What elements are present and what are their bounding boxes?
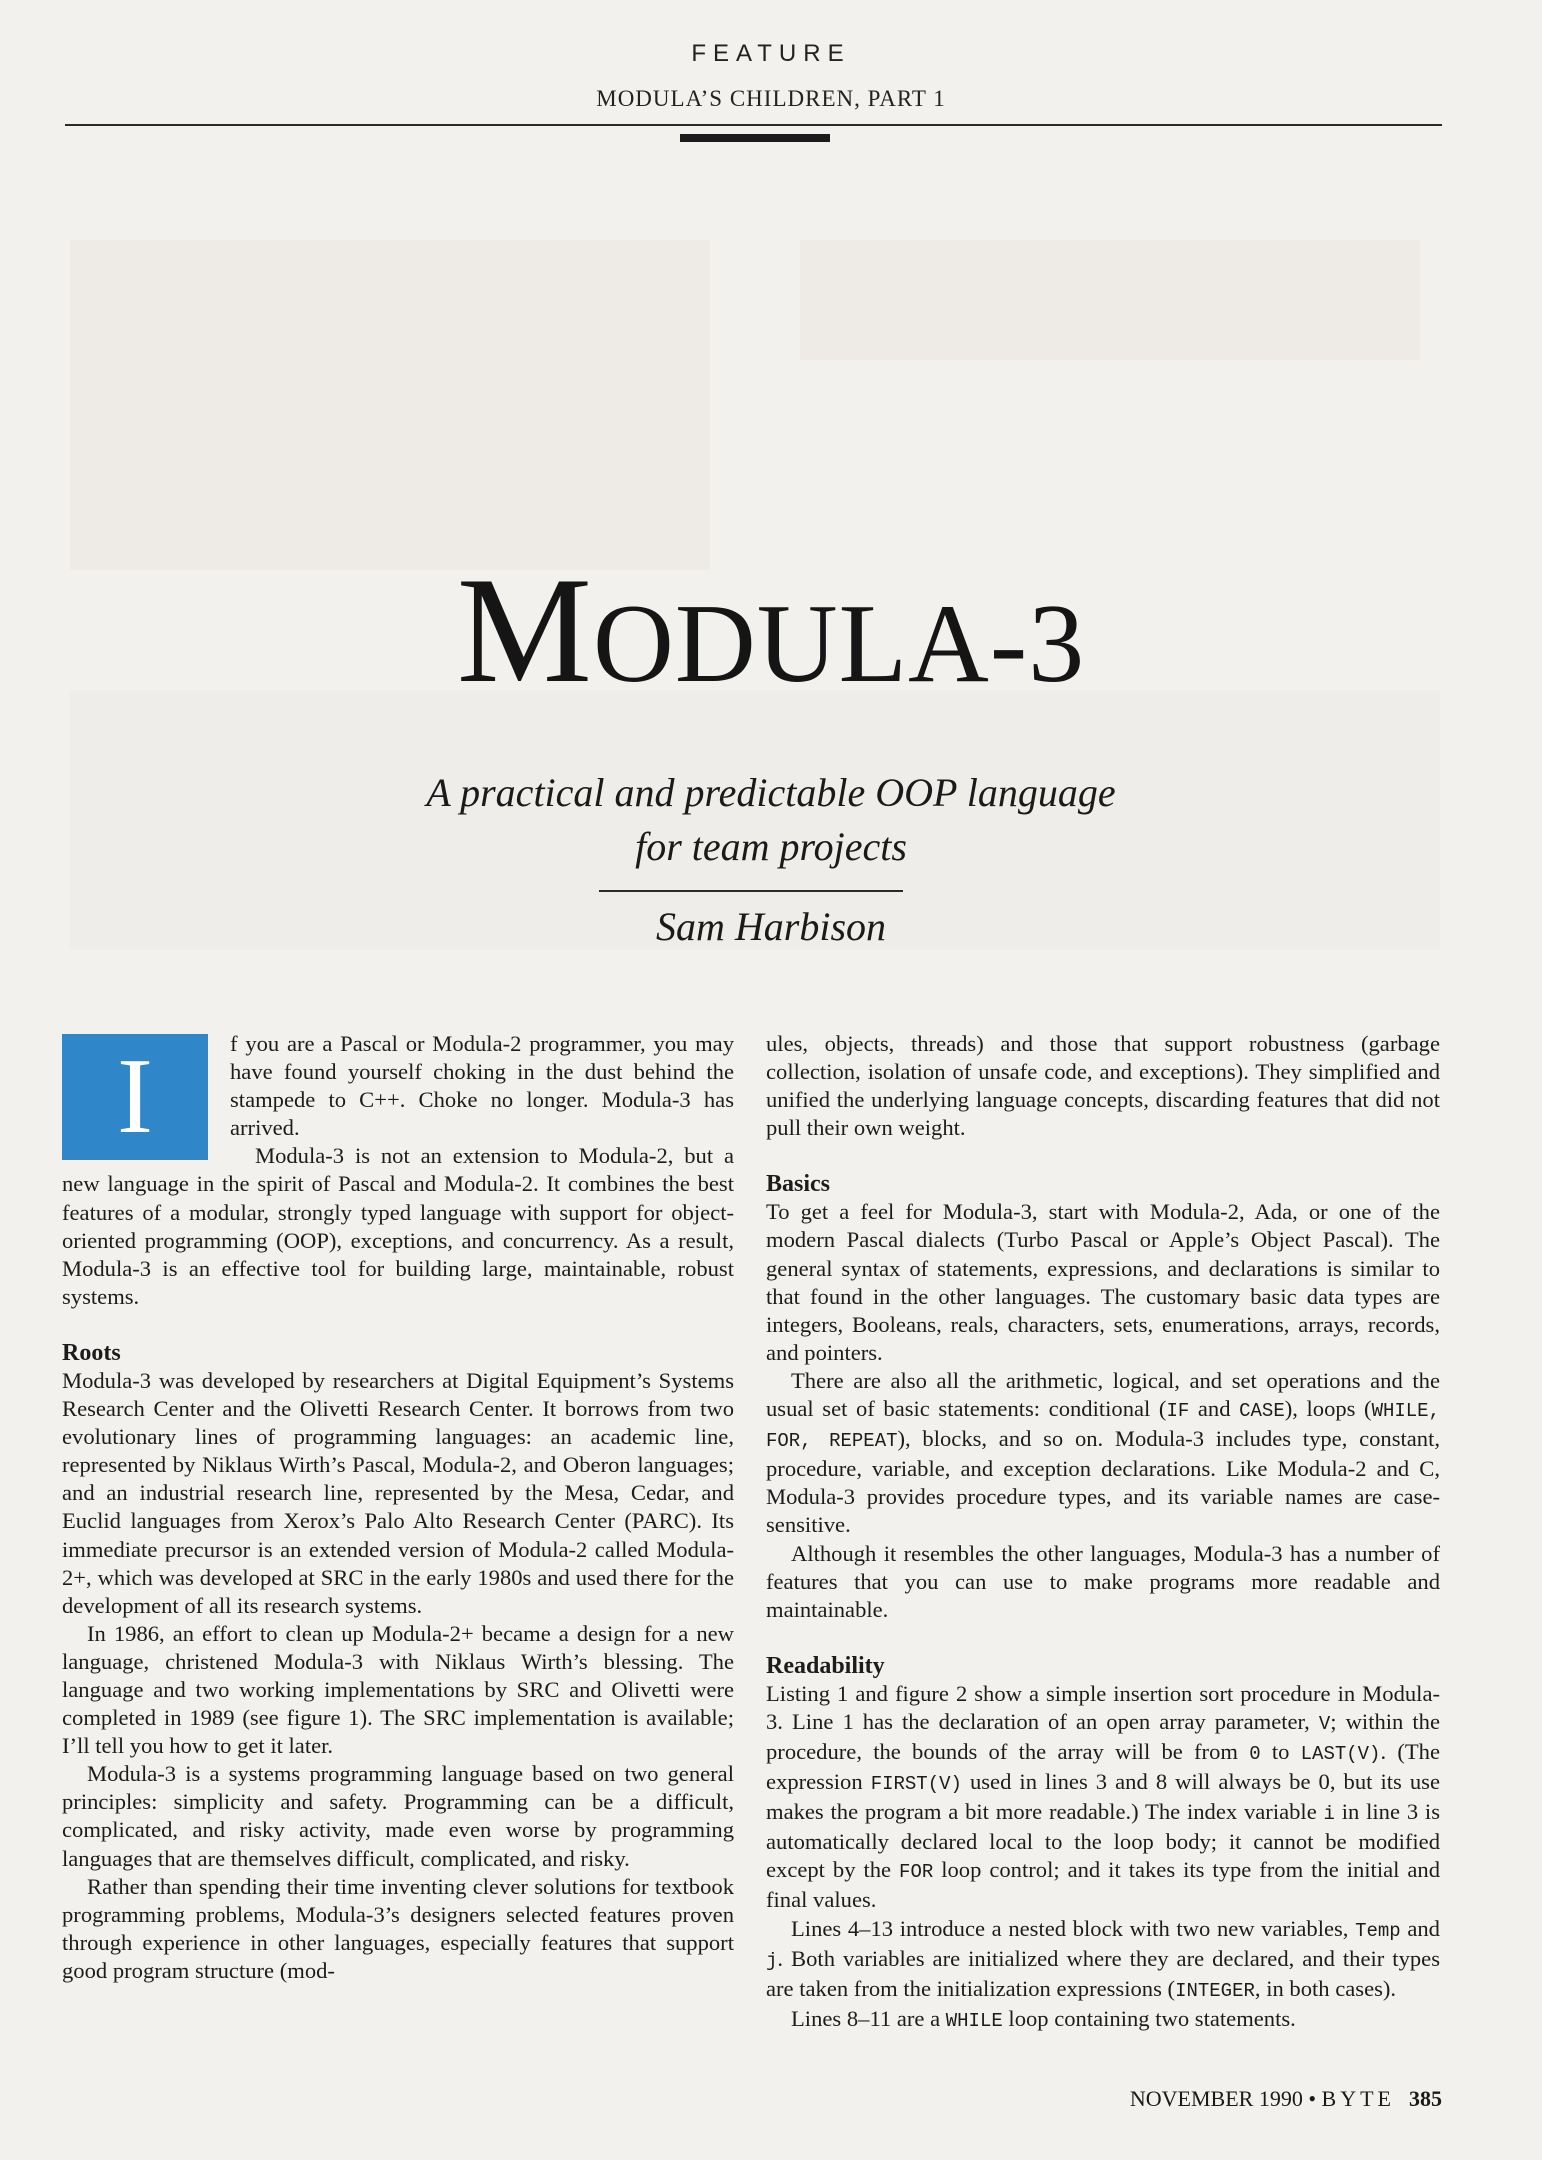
code-keyword: CASE <box>1239 1400 1285 1423</box>
intro-paragraph: Modula-3 is not an extension to Modula-2, but a new language in the spirit of Pascal and Modula-2. It combines the best features of a modular, strongly typed language with support for object-oriented programming (OOP), exceptions, and concurrency. As a result, Modula-3 is an effective tool for building large, maintainable, robust systems. <box>62 1143 734 1309</box>
author-byline: Sam Harbison <box>655 904 887 949</box>
section-heading-roots: Roots <box>62 1339 121 1366</box>
page-footer: NOVEMBER 1990 • BYTE 385 <box>1129 2086 1442 2111</box>
code-identifier: V <box>1318 1712 1331 1735</box>
subtitle-line: A practical and predictable OOP language <box>426 770 1116 815</box>
header-accent-bar <box>680 134 830 142</box>
body-paragraph: ules, objects, threads) and those that support robustness (garbage collection, isolation of unsafe code, and exceptions). They simplified and unified the underlying language concepts, discarding features that did not pull their own weight. <box>766 1031 1440 1141</box>
intro-paragraph: f you are a Pascal or Modula-2 programmer, you may have found yourself choking in the dust behind the stampede to C++. Choke no longer. Modula-3 has arrived. <box>230 1031 734 1141</box>
body-paragraph: Although it resembles the other languages, Modula-3 has a number of features that you can use to make programs more readable and maintainable. <box>766 1540 1440 1622</box>
article-title <box>0 546 1542 719</box>
header-rule <box>65 124 1442 126</box>
body-paragraph: Lines 8–11 are a WHILE loop containing two statements. <box>791 2005 1296 2032</box>
body-paragraph: There are also all the arithmetic, logical, and set operations and the usual set of basic statements: conditional (IF and CASE), loops (WHILE, FOR, REPEAT), blocks, and so on. Modula-3 includes type, constant, procedure, variable, and exception declarations. Like Modula-2 and C, Modula-3 provides procedure types, and its variable names are case-sensitive. <box>766 1367 1441 1538</box>
code-keyword: WHILE, FOR, REPEAT <box>766 1400 1440 1453</box>
body-paragraph: Listing 1 and figure 2 show a simple insertion sort procedure in Modula-3. Line 1 has the declaration of an open array parameter, V; within the procedure, the bounds of the array will be from 0 to LAST(V). (The expression FIRST(V) used in lines 3 and 8 will always be 0, but its use makes the program a bit more readable.) The index variable i in line 3 is automatically declared local to the loop body; it cannot be modified except by the FOR loop control; and it takes its type from the initial and final values. <box>766 1680 1441 1913</box>
column-left <box>62 1030 734 1985</box>
code-expression: FIRST(V) <box>870 1773 962 1796</box>
drop-cap: I <box>62 1034 208 1160</box>
series-title: MODULA’S CHILDREN, PART 1 <box>596 86 946 111</box>
title-rest: ODULA-3 <box>592 582 1086 706</box>
code-identifier: i <box>1323 1803 1335 1826</box>
code-keyword: WHILE <box>945 2009 1003 2032</box>
body-paragraph: Lines 4–13 introduce a nested block with two new variables, Temp and j. Both variables are initialized where they are declared, and their types are taken from the initialization expressions (INTEGER, in both cases). <box>766 1915 1440 2002</box>
title-initial: M <box>456 546 593 714</box>
body-paragraph: To get a feel for Modula-3, start with Modula-2, Ada, or one of the modern Pascal dialects (Turbo Pascal or Apple’s Object Pascal). The general syntax of statements, expressions, and declarations is similar to that found in the other languages. The customary basic data types are integers, Booleans, reals, characters, sets, enumerations, arrays, records, and pointers. <box>766 1199 1440 1365</box>
article-subtitle <box>0 766 1542 874</box>
body-paragraph: Rather than spending their time inventing clever solutions for textbook programming problems, Modula-3’s designers selected features proven through experience in other languages, especially features that support good program structure (mod- <box>62 1873 734 1983</box>
body-paragraph: In 1986, an effort to clean up Modula-2+ became a design for a new language, christened Modula-3 with Niklaus Wirth’s blessing. The language and two working implementations by SRC and Olivetti were completed in 1989 (see figure 1). The SRC implementation is available; I’ll tell you how to get it later. <box>62 1620 734 1759</box>
code-keyword: FOR <box>899 1861 934 1884</box>
bleed-through-block <box>70 240 710 570</box>
body-paragraph: Modula-3 was developed by researchers at Digital Equipment’s Systems Research Center and the Olivetti Research Center. It borrows from two evolutionary lines of programming languages: an academic line, represented by Niklaus Wirth’s Pascal, Modula-2, and Oberon languages; and an industrial research line, represented by the Mesa, Cedar, and Euclid languages from Xerox’s Palo Alto Research Center (PARC). Its immediate precursor is an extended version of Modula-2 called Modula-2+, which was developed at SRC in the early 1980s and used there for the development of all its research systems. <box>62 1367 734 1618</box>
issue-date: NOVEMBER 1990 <box>1129 2086 1303 2111</box>
code-keyword: INTEGER <box>1175 1979 1255 2002</box>
code-expression: LAST(V) <box>1300 1742 1381 1765</box>
magazine-name: BYTE <box>1321 2086 1395 2111</box>
column-right <box>766 1030 1440 2035</box>
byline-rule <box>599 890 903 892</box>
bleed-through-block <box>800 240 1420 360</box>
code-keyword: IF <box>1166 1400 1190 1423</box>
code-identifier: j <box>766 1949 778 1972</box>
section-heading-readability: Readability <box>766 1652 885 1679</box>
code-identifier: Temp <box>1355 1919 1401 1942</box>
section-heading-basics: Basics <box>766 1171 831 1198</box>
subtitle-line: for team projects <box>635 824 907 869</box>
code-literal: 0 <box>1249 1742 1261 1765</box>
body-paragraph: Modula-3 is a systems programming language based on two general principles: simplicity and safety. Programming can be a difficult, complicated, and risky activity, made even worse by programming languages that are themselves difficult, complicated, and risky. <box>62 1761 734 1871</box>
page-number: 385 <box>1409 2086 1442 2111</box>
section-kicker: FEATURE <box>691 40 851 67</box>
